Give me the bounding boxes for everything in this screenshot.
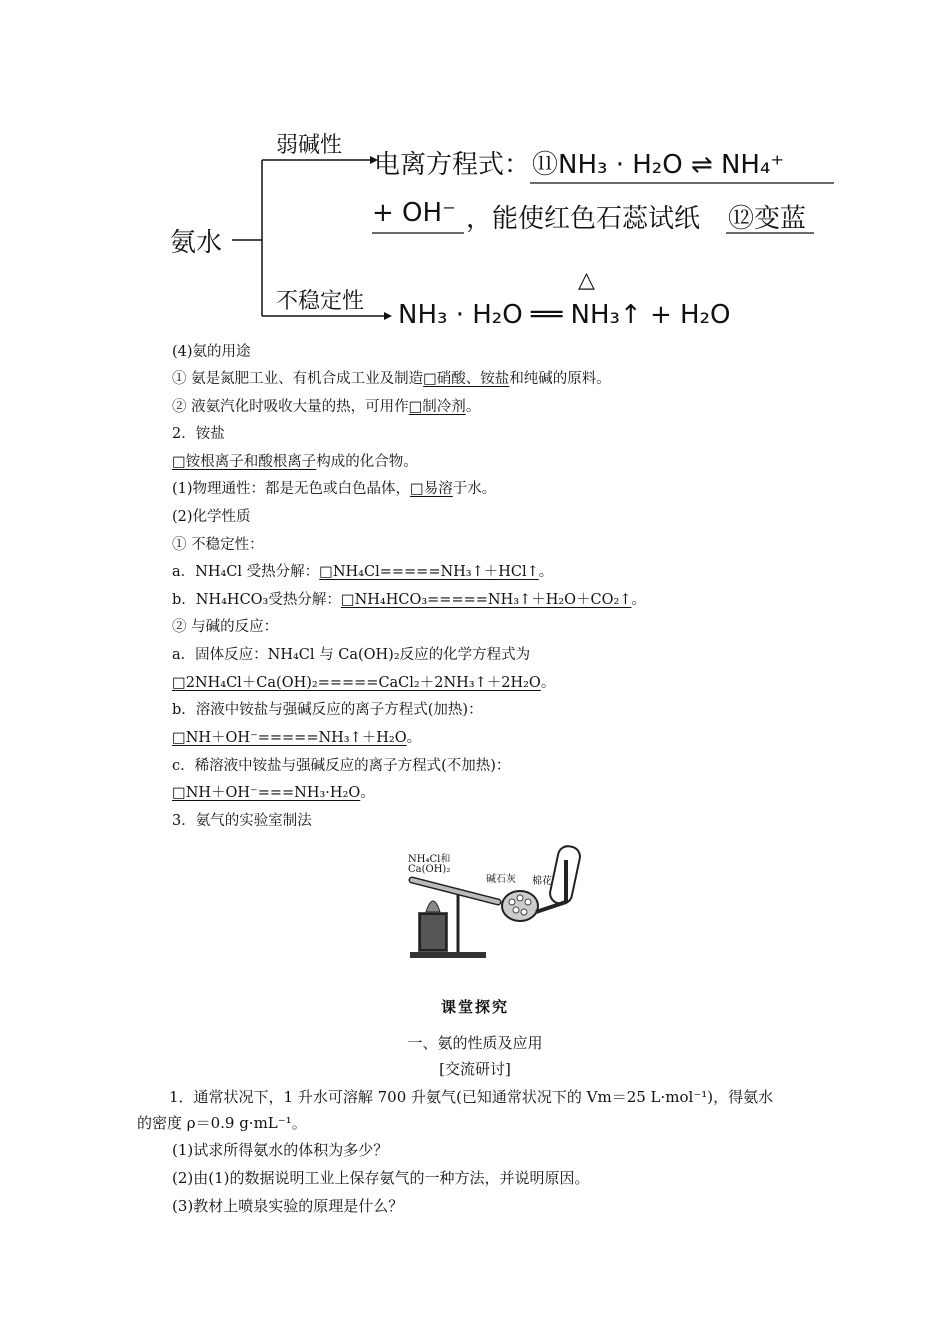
base-reaction-heading: ② 与碱的反应： (172, 619, 279, 635)
ionization-tail: ，能使红色石蕊试纸 (466, 204, 701, 234)
reagent-label-2: Ca(OH)₂ (408, 864, 451, 875)
use-line-1: ① 氨是氮肥工业、有机合成工业及制造□硝酸、铵盐和纯碱的原料。 (172, 371, 611, 387)
dilute-reaction: c．稀溶液中铵盐与强碱反应的离子方程式(不加热)： (172, 758, 511, 774)
question-1b: (2)由(1)的数据说明工业上保存氨气的一种方法，并说明原因。 (172, 1169, 590, 1187)
question-1-cont: 的密度 ρ＝0.9 g·mL⁻¹。 (137, 1114, 307, 1132)
question-1c: (3)教材上喷泉实验的原理是什么？ (172, 1197, 404, 1215)
instability-heading: ① 不稳定性： (172, 537, 264, 553)
solid-reaction: a．固体反应：NH₄Cl 与 Ca(OH)₂反应的化学方程式为 (172, 647, 531, 663)
unstable-label: 不稳定性 (276, 289, 365, 314)
section-title: 课堂探究 (440, 998, 509, 1016)
cotton-label: 棉花 (532, 876, 552, 887)
blue-answer: ⑫变蓝 (728, 204, 807, 234)
solution-heated-equation: □NH＋OH⁻=====NH₃↑＋H₂O。 (172, 730, 422, 746)
question-1: 1．通常状况下，1 升水可溶解 700 升氨气(已知通常状况下的 Vm＝25 L·mol⁻¹)，得氨水 (169, 1088, 774, 1106)
exchange-bracket: [交流研讨] (439, 1060, 511, 1078)
soda-lime-label: 碱石灰 (486, 874, 516, 885)
chemical-property-heading: (2)化学性质 (172, 509, 251, 525)
section-subtitle: 一、氨的性质及应用 (407, 1034, 543, 1052)
ionization-equation: ⑪NH₃ · H₂O ⇌ NH₄⁺ (532, 150, 785, 180)
solid-reaction-equation: □2NH₄Cl＋Ca(OH)₂=====CaCl₂＋2NH₃↑＋2H₂O。 (172, 675, 556, 691)
diagram-root: 氨水 (170, 228, 223, 258)
section-ammonium-salt: 2．铵盐 (172, 426, 225, 442)
ammonium-definition: □铵根离子和酸根离子构成的化合物。 (172, 454, 418, 470)
dilute-equation: □NH＋OH⁻===NH₃·H₂O。 (172, 785, 375, 801)
reagent-label-1: NH₄Cl和 (408, 854, 451, 865)
solution-heated-reaction: b．溶液中铵盐与强碱反应的离子方程式(加热)： (172, 702, 483, 718)
decomposition-equation: NH₃ · H₂O ══ NH₃↑ + H₂O (398, 300, 731, 330)
weak-base-label: 弱碱性 (276, 133, 343, 158)
physical-property: (1)物理通性：都是无色或白色晶体，□易溶于水。 (172, 481, 497, 497)
heat-symbol: △ (578, 268, 595, 293)
question-1a: (1)试求所得氨水的体积为多少？ (172, 1141, 389, 1159)
uses-heading: (4)氨的用途 (172, 344, 251, 360)
ionization-prefix: 电离方程式： (374, 150, 531, 180)
ionization-equation-cont: + OH⁻ (372, 198, 456, 228)
lab-preparation-heading: 3．氨气的实验室制法 (172, 813, 312, 829)
nh4hco3-decomposition: b．NH₄HCO₃受热分解：□NH₄HCO₃=====NH₃↑＋H₂O＋CO₂↑。 (172, 592, 646, 608)
use-line-2: ② 液氨汽化时吸收大量的热，可用作□制冷剂。 (172, 399, 481, 415)
nh4cl-decomposition: a．NH₄Cl 受热分解：□NH₄Cl=====NH₃↑＋HCl↑。 (172, 564, 554, 580)
